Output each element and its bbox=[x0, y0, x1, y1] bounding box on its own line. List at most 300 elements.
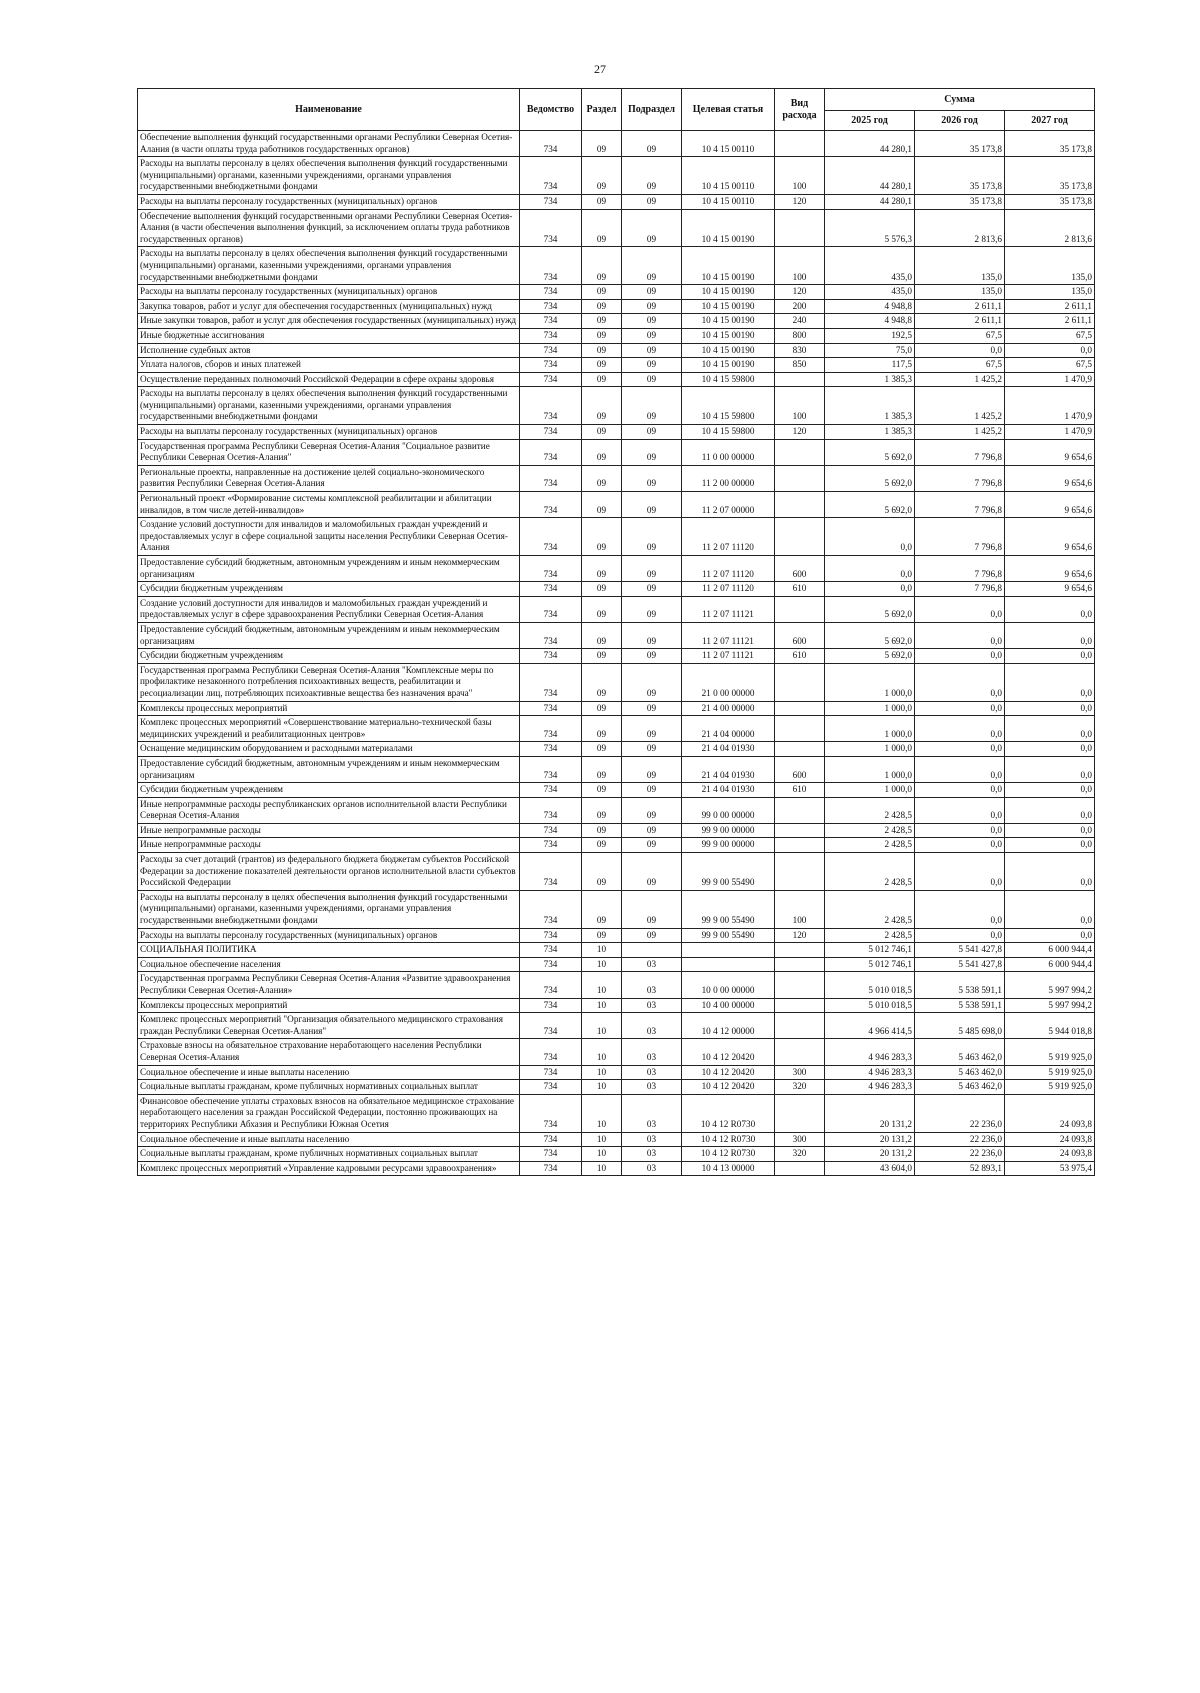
table-row bbox=[138, 425, 1095, 440]
row-sum-2025: 75,0 bbox=[825, 343, 915, 358]
row-department: 734 bbox=[520, 957, 582, 972]
row-expense-type bbox=[775, 663, 825, 701]
table-row bbox=[138, 716, 1095, 742]
row-name: Расходы на выплаты персоналу в целях обеспечения выполнения функций государственными (муниципальными) органами, казенными учреждениями, органами управления государственными внебюджетными фондами bbox=[138, 157, 520, 195]
row-sum-2025: 2 428,5 bbox=[825, 928, 915, 943]
row-expense-type bbox=[775, 797, 825, 823]
row-name: Расходы на выплаты персоналу государственных (муниципальных) органов bbox=[138, 194, 520, 209]
row-sum-2025: 1 000,0 bbox=[825, 701, 915, 716]
row-section: 09 bbox=[582, 853, 622, 891]
row-name: Расходы на выплаты персоналу государственных (муниципальных) органов bbox=[138, 285, 520, 300]
row-sum-2026: 22 236,0 bbox=[915, 1132, 1005, 1147]
row-subsection: 09 bbox=[622, 742, 682, 757]
row-target-item: 10 4 12 R0730 bbox=[682, 1132, 775, 1147]
row-sum-2027: 0,0 bbox=[1005, 797, 1095, 823]
table-row bbox=[138, 596, 1095, 622]
row-expense-type bbox=[775, 823, 825, 838]
row-subsection: 03 bbox=[622, 1065, 682, 1080]
header-year-2025: 2025 год bbox=[825, 111, 915, 131]
row-section: 09 bbox=[582, 157, 622, 195]
header-department: Ведомство bbox=[520, 89, 582, 131]
row-sum-2027: 0,0 bbox=[1005, 663, 1095, 701]
row-sum-2026: 7 796,8 bbox=[915, 492, 1005, 518]
row-target-item: 11 2 00 00000 bbox=[682, 465, 775, 491]
table-row bbox=[138, 343, 1095, 358]
row-sum-2025: 5 010 018,5 bbox=[825, 972, 915, 998]
row-department: 734 bbox=[520, 1147, 582, 1162]
header-year-2026: 2026 год bbox=[915, 111, 1005, 131]
row-target-item: 11 2 07 11121 bbox=[682, 596, 775, 622]
row-section: 09 bbox=[582, 783, 622, 798]
table-row bbox=[138, 756, 1095, 782]
page-number: 27 bbox=[594, 62, 606, 76]
row-target-item: 10 4 12 00000 bbox=[682, 1013, 775, 1039]
row-expense-type bbox=[775, 131, 825, 157]
row-sum-2025: 4 948,8 bbox=[825, 299, 915, 314]
table-row bbox=[138, 928, 1095, 943]
table-row bbox=[138, 797, 1095, 823]
row-name: Государственная программа Республики Северная Осетия-Алания "Комплексные меры по профилактике незаконного потребления психоактивных веществ, реабилитации и ресоциализации лиц, потребляющих психоактивные вещества без назначения врача" bbox=[138, 663, 520, 701]
row-sum-2026: 5 463 462,0 bbox=[915, 1039, 1005, 1065]
row-sum-2025: 1 000,0 bbox=[825, 716, 915, 742]
table-row bbox=[138, 314, 1095, 329]
row-sum-2026: 5 541 427,8 bbox=[915, 957, 1005, 972]
row-target-item bbox=[682, 957, 775, 972]
row-department: 734 bbox=[520, 783, 582, 798]
row-sum-2026: 5 541 427,8 bbox=[915, 943, 1005, 958]
table-row bbox=[138, 372, 1095, 387]
row-department: 734 bbox=[520, 972, 582, 998]
row-sum-2025: 5 692,0 bbox=[825, 596, 915, 622]
row-subsection: 09 bbox=[622, 328, 682, 343]
table-row bbox=[138, 622, 1095, 648]
row-sum-2026: 7 796,8 bbox=[915, 439, 1005, 465]
row-department: 734 bbox=[520, 663, 582, 701]
row-sum-2027: 0,0 bbox=[1005, 596, 1095, 622]
row-sum-2027: 9 654,6 bbox=[1005, 465, 1095, 491]
row-name: Региональные проекты, направленные на достижение целей социально-экономического развития Республики Северная Осетия-Алания bbox=[138, 465, 520, 491]
row-sum-2027: 0,0 bbox=[1005, 823, 1095, 838]
row-name: Комплексы процессных мероприятий bbox=[138, 998, 520, 1013]
row-target-item: 10 4 15 00190 bbox=[682, 247, 775, 285]
row-section: 09 bbox=[582, 518, 622, 556]
row-sum-2025: 435,0 bbox=[825, 285, 915, 300]
row-name: Страховые взносы на обязательное страхование неработающего населения Республики Северная Осетия-Алания bbox=[138, 1039, 520, 1065]
row-sum-2026: 67,5 bbox=[915, 358, 1005, 373]
row-section: 09 bbox=[582, 890, 622, 928]
row-section: 09 bbox=[582, 797, 622, 823]
row-sum-2027: 67,5 bbox=[1005, 328, 1095, 343]
row-subsection: 03 bbox=[622, 1039, 682, 1065]
row-sum-2026: 7 796,8 bbox=[915, 518, 1005, 556]
row-sum-2027: 9 654,6 bbox=[1005, 582, 1095, 597]
row-sum-2025: 2 428,5 bbox=[825, 797, 915, 823]
row-section: 09 bbox=[582, 328, 622, 343]
row-sum-2027: 0,0 bbox=[1005, 343, 1095, 358]
row-expense-type: 600 bbox=[775, 556, 825, 582]
row-name: Расходы на выплаты персоналу в целях обеспечения выполнения функций государственными (муниципальными) органами, казенными учреждениями, органами управления государственными внебюджетными фондами bbox=[138, 247, 520, 285]
row-expense-type: 610 bbox=[775, 783, 825, 798]
row-expense-type bbox=[775, 465, 825, 491]
row-sum-2027: 0,0 bbox=[1005, 701, 1095, 716]
row-sum-2026: 0,0 bbox=[915, 649, 1005, 664]
row-subsection: 09 bbox=[622, 131, 682, 157]
row-name: Расходы на выплаты персоналу в целях обеспечения выполнения функций государственными (муниципальными) органами, казенными учреждениями, органами управления государственными внебюджетными фондами bbox=[138, 387, 520, 425]
table-row bbox=[138, 823, 1095, 838]
table-row bbox=[138, 742, 1095, 757]
row-department: 734 bbox=[520, 716, 582, 742]
row-department: 734 bbox=[520, 823, 582, 838]
row-section: 10 bbox=[582, 1132, 622, 1147]
table-row bbox=[138, 131, 1095, 157]
row-sum-2025: 4 946 283,3 bbox=[825, 1065, 915, 1080]
row-section: 09 bbox=[582, 742, 622, 757]
row-sum-2026: 35 173,8 bbox=[915, 157, 1005, 195]
row-name: Уплата налогов, сборов и иных платежей bbox=[138, 358, 520, 373]
row-department: 734 bbox=[520, 943, 582, 958]
row-sum-2025: 44 280,1 bbox=[825, 131, 915, 157]
row-target-item: 21 4 04 01930 bbox=[682, 756, 775, 782]
row-expense-type: 800 bbox=[775, 328, 825, 343]
table-row bbox=[138, 492, 1095, 518]
table-row bbox=[138, 957, 1095, 972]
row-department: 734 bbox=[520, 1013, 582, 1039]
row-department: 734 bbox=[520, 157, 582, 195]
row-expense-type: 300 bbox=[775, 1132, 825, 1147]
row-expense-type: 120 bbox=[775, 194, 825, 209]
row-subsection: 09 bbox=[622, 518, 682, 556]
header-sum: Сумма bbox=[825, 89, 1095, 111]
row-expense-type bbox=[775, 972, 825, 998]
row-subsection: 09 bbox=[622, 596, 682, 622]
row-expense-type bbox=[775, 742, 825, 757]
row-sum-2027: 35 173,8 bbox=[1005, 194, 1095, 209]
row-sum-2025: 20 131,2 bbox=[825, 1132, 915, 1147]
row-subsection: 09 bbox=[622, 194, 682, 209]
row-sum-2026: 0,0 bbox=[915, 756, 1005, 782]
row-sum-2025: 44 280,1 bbox=[825, 157, 915, 195]
row-sum-2027: 9 654,6 bbox=[1005, 556, 1095, 582]
row-department: 734 bbox=[520, 285, 582, 300]
row-sum-2025: 1 000,0 bbox=[825, 783, 915, 798]
row-department: 734 bbox=[520, 247, 582, 285]
row-sum-2025: 20 131,2 bbox=[825, 1147, 915, 1162]
row-subsection: 09 bbox=[622, 358, 682, 373]
table-row bbox=[138, 1147, 1095, 1162]
row-expense-type: 610 bbox=[775, 582, 825, 597]
row-sum-2026: 5 463 462,0 bbox=[915, 1080, 1005, 1095]
row-name: Социальное обеспечение и иные выплаты населению bbox=[138, 1132, 520, 1147]
row-department: 734 bbox=[520, 1080, 582, 1095]
row-subsection: 09 bbox=[622, 701, 682, 716]
row-expense-type: 320 bbox=[775, 1080, 825, 1095]
row-section: 10 bbox=[582, 972, 622, 998]
row-target-item: 10 4 12 R0730 bbox=[682, 1147, 775, 1162]
table-row bbox=[138, 1039, 1095, 1065]
row-sum-2026: 0,0 bbox=[915, 783, 1005, 798]
row-expense-type bbox=[775, 716, 825, 742]
row-sum-2026: 5 485 698,0 bbox=[915, 1013, 1005, 1039]
row-section: 09 bbox=[582, 582, 622, 597]
row-expense-type bbox=[775, 518, 825, 556]
row-sum-2026: 135,0 bbox=[915, 285, 1005, 300]
row-sum-2026: 2 611,1 bbox=[915, 314, 1005, 329]
row-subsection: 09 bbox=[622, 890, 682, 928]
row-name: Расходы на выплаты персоналу государственных (муниципальных) органов bbox=[138, 928, 520, 943]
row-department: 734 bbox=[520, 890, 582, 928]
row-name: Финансовое обеспечение уплаты страховых взносов на обязательное медицинское страхование неработающего населения за граждан Российской Федерации, постоянно проживающих на территориях Республики Абхазия и Республики Южная Осетия bbox=[138, 1094, 520, 1132]
row-section: 10 bbox=[582, 1161, 622, 1176]
row-sum-2026: 0,0 bbox=[915, 797, 1005, 823]
row-target-item: 10 4 15 00190 bbox=[682, 343, 775, 358]
row-section: 09 bbox=[582, 556, 622, 582]
row-expense-type: 610 bbox=[775, 649, 825, 664]
row-name: Субсидии бюджетным учреждениям bbox=[138, 582, 520, 597]
row-subsection: 03 bbox=[622, 957, 682, 972]
row-section: 09 bbox=[582, 439, 622, 465]
row-section: 09 bbox=[582, 465, 622, 491]
row-target-item: 21 4 00 00000 bbox=[682, 701, 775, 716]
table-row bbox=[138, 439, 1095, 465]
row-target-item: 99 0 00 00000 bbox=[682, 797, 775, 823]
row-department: 734 bbox=[520, 1039, 582, 1065]
row-department: 734 bbox=[520, 701, 582, 716]
row-sum-2026: 35 173,8 bbox=[915, 194, 1005, 209]
row-sum-2025: 1 385,3 bbox=[825, 387, 915, 425]
row-sum-2025: 0,0 bbox=[825, 556, 915, 582]
row-sum-2025: 1 385,3 bbox=[825, 425, 915, 440]
row-name: Иные закупки товаров, работ и услуг для обеспечения государственных (муниципальных) нужд bbox=[138, 314, 520, 329]
row-sum-2026: 7 796,8 bbox=[915, 582, 1005, 597]
row-sum-2025: 5 692,0 bbox=[825, 649, 915, 664]
row-sum-2026: 5 538 591,1 bbox=[915, 972, 1005, 998]
row-department: 734 bbox=[520, 649, 582, 664]
row-sum-2025: 5 576,3 bbox=[825, 209, 915, 247]
row-sum-2025: 4 966 414,5 bbox=[825, 1013, 915, 1039]
row-department: 734 bbox=[520, 439, 582, 465]
row-subsection: 09 bbox=[622, 838, 682, 853]
table-row bbox=[138, 1080, 1095, 1095]
budget-table bbox=[137, 88, 1095, 1176]
row-subsection: 09 bbox=[622, 285, 682, 300]
row-department: 734 bbox=[520, 372, 582, 387]
row-target-item: 21 4 04 01930 bbox=[682, 742, 775, 757]
header-target-item: Целевая статья bbox=[682, 89, 775, 131]
row-name: Иные непрограммные расходы bbox=[138, 838, 520, 853]
row-section: 09 bbox=[582, 209, 622, 247]
row-department: 734 bbox=[520, 1161, 582, 1176]
row-department: 734 bbox=[520, 209, 582, 247]
row-expense-type bbox=[775, 1161, 825, 1176]
row-target-item: 10 4 15 00110 bbox=[682, 131, 775, 157]
row-department: 734 bbox=[520, 343, 582, 358]
row-subsection: 09 bbox=[622, 247, 682, 285]
row-sum-2027: 9 654,6 bbox=[1005, 492, 1095, 518]
row-subsection: 09 bbox=[622, 663, 682, 701]
row-subsection: 03 bbox=[622, 972, 682, 998]
row-sum-2027: 0,0 bbox=[1005, 622, 1095, 648]
header-expense-type: Вид расхода bbox=[775, 89, 825, 131]
row-sum-2025: 4 946 283,3 bbox=[825, 1080, 915, 1095]
row-department: 734 bbox=[520, 756, 582, 782]
row-expense-type: 200 bbox=[775, 299, 825, 314]
row-section: 10 bbox=[582, 943, 622, 958]
row-department: 734 bbox=[520, 194, 582, 209]
row-section: 09 bbox=[582, 358, 622, 373]
table-body bbox=[138, 131, 1095, 1176]
row-name: Создание условий доступности для инвалидов и маломобильных граждан учреждений и предоставляемых услуг в сфере социальной защиты населения Республики Северная Осетия-Алания bbox=[138, 518, 520, 556]
row-department: 734 bbox=[520, 928, 582, 943]
table-row bbox=[138, 701, 1095, 716]
table-row bbox=[138, 299, 1095, 314]
row-subsection: 09 bbox=[622, 209, 682, 247]
row-sum-2027: 2 611,1 bbox=[1005, 314, 1095, 329]
row-sum-2026: 0,0 bbox=[915, 622, 1005, 648]
row-expense-type: 100 bbox=[775, 890, 825, 928]
row-sum-2025: 435,0 bbox=[825, 247, 915, 285]
row-department: 734 bbox=[520, 742, 582, 757]
row-sum-2027: 0,0 bbox=[1005, 649, 1095, 664]
row-subsection: 09 bbox=[622, 622, 682, 648]
row-department: 734 bbox=[520, 465, 582, 491]
row-sum-2027: 1 470,9 bbox=[1005, 372, 1095, 387]
row-sum-2027: 24 093,8 bbox=[1005, 1132, 1095, 1147]
row-expense-type bbox=[775, 838, 825, 853]
table-row bbox=[138, 890, 1095, 928]
row-section: 09 bbox=[582, 649, 622, 664]
row-section: 09 bbox=[582, 756, 622, 782]
row-subsection: 09 bbox=[622, 928, 682, 943]
row-sum-2027: 135,0 bbox=[1005, 285, 1095, 300]
row-section: 10 bbox=[582, 1080, 622, 1095]
row-expense-type bbox=[775, 998, 825, 1013]
row-target-item: 21 4 04 00000 bbox=[682, 716, 775, 742]
header-subsection: Подраздел bbox=[622, 89, 682, 131]
row-sum-2026: 0,0 bbox=[915, 701, 1005, 716]
row-target-item bbox=[682, 943, 775, 958]
row-sum-2027: 5 919 925,0 bbox=[1005, 1065, 1095, 1080]
row-sum-2025: 20 131,2 bbox=[825, 1094, 915, 1132]
row-section: 10 bbox=[582, 1065, 622, 1080]
row-sum-2026: 0,0 bbox=[915, 890, 1005, 928]
row-subsection: 03 bbox=[622, 1132, 682, 1147]
row-sum-2026: 22 236,0 bbox=[915, 1147, 1005, 1162]
row-expense-type bbox=[775, 1039, 825, 1065]
row-department: 734 bbox=[520, 853, 582, 891]
row-target-item: 11 2 07 11121 bbox=[682, 649, 775, 664]
row-name: Социальное обеспечение и иные выплаты населению bbox=[138, 1065, 520, 1080]
row-name: Иные непрограммные расходы республиканских органов исполнительной власти Республики Северная Осетия-Алания bbox=[138, 797, 520, 823]
row-expense-type bbox=[775, 943, 825, 958]
row-sum-2025: 5 692,0 bbox=[825, 492, 915, 518]
table-row bbox=[138, 387, 1095, 425]
row-sum-2026: 0,0 bbox=[915, 928, 1005, 943]
row-target-item: 10 4 13 00000 bbox=[682, 1161, 775, 1176]
row-sum-2026: 0,0 bbox=[915, 742, 1005, 757]
row-name: Предоставление субсидий бюджетным, автономным учреждениям и иным некоммерческим организациям bbox=[138, 556, 520, 582]
table-row bbox=[138, 285, 1095, 300]
row-sum-2027: 24 093,8 bbox=[1005, 1147, 1095, 1162]
row-department: 734 bbox=[520, 838, 582, 853]
row-name: СОЦИАЛЬНАЯ ПОЛИТИКА bbox=[138, 943, 520, 958]
row-target-item: 99 9 00 00000 bbox=[682, 823, 775, 838]
row-sum-2026: 67,5 bbox=[915, 328, 1005, 343]
row-sum-2025: 5 012 746,1 bbox=[825, 943, 915, 958]
row-sum-2027: 67,5 bbox=[1005, 358, 1095, 373]
row-target-item: 10 4 15 59800 bbox=[682, 372, 775, 387]
row-department: 734 bbox=[520, 131, 582, 157]
row-target-item: 21 0 00 00000 bbox=[682, 663, 775, 701]
row-sum-2026: 5 463 462,0 bbox=[915, 1065, 1005, 1080]
row-target-item: 11 2 07 11121 bbox=[682, 622, 775, 648]
table-row bbox=[138, 556, 1095, 582]
table-row bbox=[138, 157, 1095, 195]
row-department: 734 bbox=[520, 387, 582, 425]
row-section: 10 bbox=[582, 1147, 622, 1162]
row-section: 09 bbox=[582, 838, 622, 853]
row-expense-type bbox=[775, 1013, 825, 1039]
row-subsection: 09 bbox=[622, 853, 682, 891]
row-subsection: 09 bbox=[622, 823, 682, 838]
row-target-item: 99 9 00 55490 bbox=[682, 853, 775, 891]
table-row bbox=[138, 1065, 1095, 1080]
row-sum-2026: 0,0 bbox=[915, 663, 1005, 701]
row-name: Расходы за счет дотаций (грантов) из федерального бюджета бюджетам субъектов Российской Федерации за достижение показателей деятельности органов исполнительной власти субъектов Российской Федерации bbox=[138, 853, 520, 891]
row-name: Иные бюджетные ассигнования bbox=[138, 328, 520, 343]
row-sum-2025: 1 000,0 bbox=[825, 663, 915, 701]
row-name: Иные непрограммные расходы bbox=[138, 823, 520, 838]
row-target-item: 99 9 00 55490 bbox=[682, 928, 775, 943]
row-name: Обеспечение выполнения функций государственными органами Республики Северная Осетия-Алания (в части обеспечения выполнения функций, за исключением оплаты труда работников государственных органов) bbox=[138, 209, 520, 247]
row-subsection: 09 bbox=[622, 372, 682, 387]
row-target-item: 11 2 07 00000 bbox=[682, 492, 775, 518]
row-sum-2025: 44 280,1 bbox=[825, 194, 915, 209]
row-sum-2026: 0,0 bbox=[915, 596, 1005, 622]
row-target-item: 10 4 00 00000 bbox=[682, 998, 775, 1013]
row-sum-2027: 0,0 bbox=[1005, 890, 1095, 928]
row-sum-2025: 192,5 bbox=[825, 328, 915, 343]
row-subsection: 09 bbox=[622, 157, 682, 195]
row-department: 734 bbox=[520, 596, 582, 622]
row-expense-type bbox=[775, 701, 825, 716]
row-subsection: 03 bbox=[622, 1147, 682, 1162]
row-section: 09 bbox=[582, 194, 622, 209]
table-row bbox=[138, 194, 1095, 209]
row-target-item: 10 4 12 R0730 bbox=[682, 1094, 775, 1132]
row-subsection: 03 bbox=[622, 1094, 682, 1132]
row-subsection: 09 bbox=[622, 649, 682, 664]
table-row bbox=[138, 1132, 1095, 1147]
row-sum-2026: 35 173,8 bbox=[915, 131, 1005, 157]
row-expense-type: 120 bbox=[775, 425, 825, 440]
row-target-item: 10 4 15 00190 bbox=[682, 285, 775, 300]
row-subsection: 09 bbox=[622, 465, 682, 491]
row-name: Комплекс процессных мероприятий «Совершенствование материально-технической базы медицинских учреждений и реабилитационных центров» bbox=[138, 716, 520, 742]
row-target-item: 10 0 00 00000 bbox=[682, 972, 775, 998]
row-sum-2026: 0,0 bbox=[915, 823, 1005, 838]
row-subsection: 03 bbox=[622, 998, 682, 1013]
row-sum-2027: 2 611,1 bbox=[1005, 299, 1095, 314]
row-target-item: 11 2 07 11120 bbox=[682, 518, 775, 556]
row-name: Комплексы процессных мероприятий bbox=[138, 701, 520, 716]
row-sum-2027: 6 000 944,4 bbox=[1005, 957, 1095, 972]
row-subsection: 03 bbox=[622, 1013, 682, 1039]
row-section: 09 bbox=[582, 823, 622, 838]
row-section: 09 bbox=[582, 716, 622, 742]
table-row bbox=[138, 943, 1095, 958]
row-sum-2027: 0,0 bbox=[1005, 756, 1095, 782]
table-row bbox=[138, 649, 1095, 664]
